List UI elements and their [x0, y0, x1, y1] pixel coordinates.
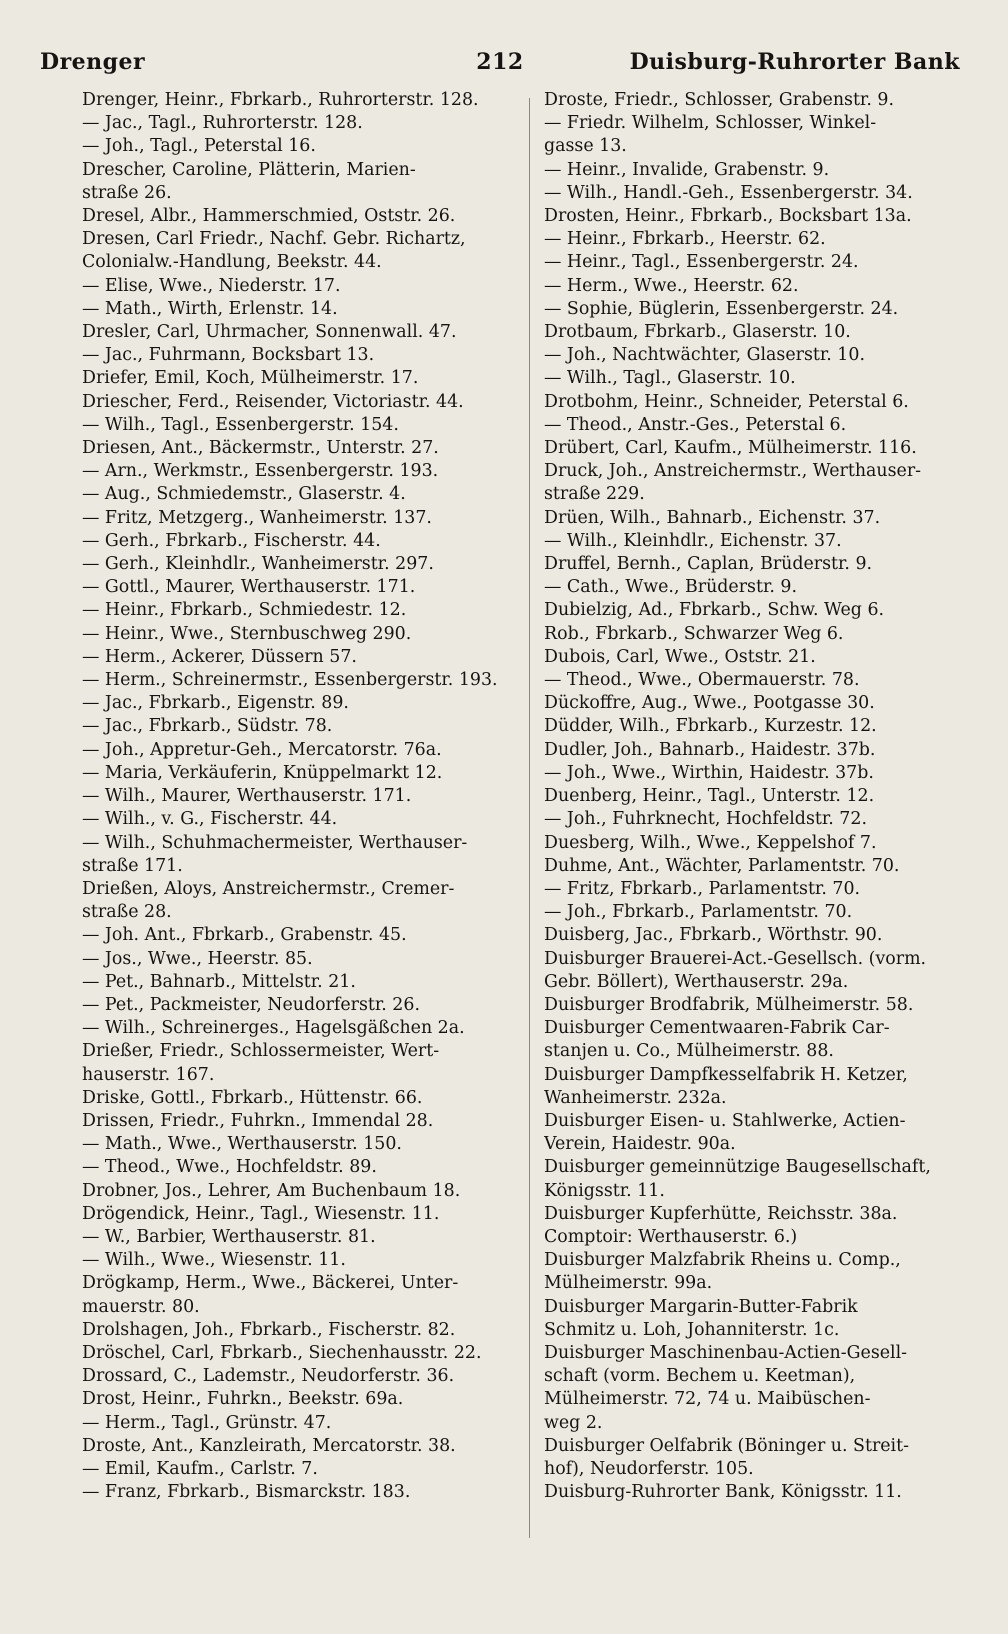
- directory-line: — Joh., Tagl., Peterstal 16.: [82, 136, 316, 157]
- directory-line: — Fritz, Metzgerg., Wanheimerstr. 137.: [82, 507, 432, 528]
- directory-line: Duisburger gemeinnützige Baugesellschaft,: [544, 1157, 931, 1178]
- directory-line: Comptoir: Werthauserstr. 6.): [544, 1226, 798, 1247]
- directory-line: — Heinr., Wwe., Sternbuschweg 290.: [82, 623, 412, 644]
- directory-line: — Wilh., Wwe., Wiesenstr. 11.: [82, 1250, 346, 1271]
- directory-line: Drübert, Carl, Kaufm., Mülheimerstr. 116.: [544, 438, 917, 459]
- directory-line: — Joh., Appretur-Geh., Mercatorstr. 76a.: [82, 739, 442, 760]
- left-column: [82, 89, 512, 1504]
- directory-line: Drögendick, Heinr., Tagl., Wiesenstr. 11.: [82, 1203, 440, 1224]
- directory-line: Drießen, Aloys, Anstreichermstr., Cremer-: [82, 878, 455, 899]
- directory-line: Drenger, Heinr., Fbrkarb., Ruhrorterstr. 128.: [82, 90, 479, 110]
- directory-line: Rob., Fbrkarb., Schwarzer Weg 6.: [544, 623, 844, 644]
- directory-line: Drießer, Friedr., Schlossermeister, Wert-: [82, 1041, 440, 1062]
- directory-line: — Theod., Wwe., Hochfeldstr. 89.: [82, 1157, 377, 1178]
- directory-line: — Wilh., Maurer, Werthauserstr. 171.: [82, 786, 412, 807]
- directory-line: Schmitz u. Loh, Johanniterstr. 1c.: [544, 1319, 840, 1340]
- directory-line: — Joh., Fbrkarb., Parlamentstr. 70.: [544, 902, 853, 923]
- directory-line: Drögkamp, Herm., Wwe., Bäckerei, Unter-: [82, 1273, 459, 1294]
- directory-line: stanjen u. Co., Mülheimerstr. 88.: [544, 1041, 834, 1062]
- directory-line: — Fritz, Fbrkarb., Parlamentstr. 70.: [544, 878, 861, 899]
- directory-line: hof), Neudorferstr. 105.: [544, 1458, 754, 1479]
- directory-line: Duisburg-Ruhrorter Bank, Königsstr. 11.: [544, 1482, 902, 1503]
- directory-line: Duisburger Oelfabrik (Böninger u. Streit-: [544, 1435, 909, 1456]
- directory-line: — Franz, Fbrkarb., Bismarckstr. 183.: [82, 1482, 411, 1503]
- directory-line: hauserstr. 167.: [82, 1064, 215, 1085]
- directory-line: straße 229.: [544, 484, 645, 505]
- directory-line: — Wilh., Schuhmachermeister, Werthauser-: [82, 832, 468, 853]
- directory-line: Duisberg, Jac., Fbrkarb., Wörthstr. 90.: [544, 925, 883, 946]
- directory-line: Driesen, Ant., Bäckermstr., Unterstr. 27.: [82, 438, 439, 459]
- directory-line: Gebr. Böllert), Werthauserstr. 29a.: [544, 971, 849, 992]
- directory-line: — Pet., Packmeister, Neudorferstr. 26.: [82, 994, 420, 1015]
- directory-line: Driescher, Ferd., Reisender, Victoriastr. 44.: [82, 391, 464, 412]
- directory-line: Dückoffre, Aug., Wwe., Pootgasse 30.: [544, 693, 875, 714]
- directory-line: — Heinr., Tagl., Essenbergerstr. 24.: [544, 252, 859, 273]
- directory-line: Duisburger Cementwaaren-Fabrik Car-: [544, 1018, 890, 1039]
- directory-line: — Wilh., v. G., Fischerstr. 44.: [82, 809, 338, 830]
- directory-line: — Herm., Ackerer, Düssern 57.: [82, 646, 357, 667]
- directory-line: Dubois, Carl, Wwe., Oststr. 21.: [544, 646, 816, 667]
- header-last-entry: Duisburg-Ruhrorter Bank: [629, 49, 960, 75]
- directory-line: Drotbaum, Fbrkarb., Glaserstr. 10.: [544, 322, 851, 343]
- directory-line: — Sophie, Büglerin, Essenbergerstr. 24.: [544, 298, 899, 319]
- directory-line: Driske, Gottl., Fbrkarb., Hüttenstr. 66.: [82, 1087, 423, 1108]
- directory-line: — Heinr., Invalide, Grabenstr. 9.: [544, 159, 830, 180]
- directory-line: Dudler, Joh., Bahnarb., Haidestr. 37b.: [544, 739, 876, 760]
- directory-line: — Aug., Schmiedemstr., Glaserstr. 4.: [82, 484, 406, 505]
- directory-line: schaft (vorm. Bechem u. Keetman),: [544, 1366, 856, 1387]
- directory-line: Droste, Ant., Kanzleirath, Mercatorstr. 38.: [82, 1435, 456, 1456]
- directory-line: Dröschel, Carl, Fbrkarb., Siechenhausstr. 22.: [82, 1342, 482, 1363]
- directory-line: — Gottl., Maurer, Werthauserstr. 171.: [82, 577, 416, 598]
- directory-line: Colonialw.-Handlung, Beekstr. 44.: [82, 252, 382, 273]
- directory-line: — Heinr., Fbrkarb., Heerstr. 62.: [544, 229, 826, 250]
- directory-line: — Math., Wwe., Werthauserstr. 150.: [82, 1134, 402, 1155]
- directory-line: — Gerh., Kleinhdlr., Wanheimerstr. 297.: [82, 554, 434, 575]
- directory-line: Duenberg, Heinr., Tagl., Unterstr. 12.: [544, 786, 875, 807]
- directory-line: Düdder, Wilh., Fbrkarb., Kurzestr. 12.: [544, 716, 877, 737]
- column-divider: [529, 98, 530, 1538]
- directory-line: Duisburger Margarin-Butter-Fabrik: [544, 1296, 858, 1317]
- directory-line: — Herm., Schreinermstr., Essenbergerstr. 193.: [82, 670, 498, 691]
- directory-line: — Jac., Fbrkarb., Südstr. 78.: [82, 716, 333, 737]
- page-header: [40, 44, 960, 80]
- directory-line: Driefer, Emil, Koch, Mülheimerstr. 17.: [82, 368, 419, 389]
- directory-line: — Joh. Ant., Fbrkarb., Grabenstr. 45.: [82, 925, 407, 946]
- directory-line: Dresel, Albr., Hammerschmied, Oststr. 26.: [82, 206, 456, 227]
- directory-line: — Theod., Wwe., Obermauerstr. 78.: [544, 670, 860, 691]
- directory-line: Dresler, Carl, Uhrmacher, Sonnenwall. 47.: [82, 322, 457, 343]
- page-number: 212: [476, 49, 524, 75]
- directory-line: Drost, Heinr., Fuhrkn., Beekstr. 69a.: [82, 1389, 404, 1410]
- directory-line: Duisburger Malzfabrik Rheins u. Comp.,: [544, 1250, 901, 1271]
- directory-line: Duisburger Dampfkesselfabrik H. Ketzer,: [544, 1064, 908, 1085]
- directory-line: Drossard, C., Lademstr., Neudorferstr. 36.: [82, 1366, 455, 1387]
- directory-line: — Jac., Fuhrmann, Bocksbart 13.: [82, 345, 375, 366]
- directory-line: — Jac., Tagl., Ruhrorterstr. 128.: [82, 113, 363, 134]
- header-first-entry: Drenger: [40, 49, 146, 75]
- directory-line: Mülheimerstr. 72, 74 u. Maibüschen-: [544, 1389, 871, 1410]
- directory-line: Duisburger Kupferhütte, Reichsstr. 38a.: [544, 1203, 898, 1224]
- directory-line: — Herm., Tagl., Grünstr. 47.: [82, 1412, 332, 1433]
- directory-line: mauerstr. 80.: [82, 1296, 200, 1317]
- directory-line: Wanheimerstr. 232a.: [544, 1087, 727, 1108]
- directory-line: Droste, Friedr., Schlosser, Grabenstr. 9.: [544, 90, 894, 110]
- directory-line: — Friedr. Wilhelm, Schlosser, Winkel-: [544, 113, 877, 134]
- directory-line: Dubielzig, Ad., Fbrkarb., Schw. Weg 6.: [544, 600, 885, 621]
- directory-line: — Theod., Anstr.-Ges., Peterstal 6.: [544, 414, 847, 435]
- directory-line: Druffel, Bernh., Caplan, Brüderstr. 9.: [544, 554, 873, 575]
- directory-line: — Heinr., Fbrkarb., Schmiedestr. 12.: [82, 600, 407, 621]
- directory-line: Drissen, Friedr., Fuhrkn., Immendal 28.: [82, 1110, 434, 1131]
- directory-line: straße 26.: [82, 182, 172, 203]
- directory-line: Drosten, Heinr., Fbrkarb., Bocksbart 13a.: [544, 206, 912, 227]
- directory-line: weg 2.: [544, 1412, 603, 1433]
- directory-line: Duisburger Eisen- u. Stahlwerke, Actien-: [544, 1110, 906, 1131]
- directory-line: — Pet., Bahnarb., Mittelstr. 21.: [82, 971, 356, 992]
- directory-line: — Jos., Wwe., Heerstr. 85.: [82, 948, 313, 969]
- directory-line: — W., Barbier, Werthauserstr. 81.: [82, 1226, 376, 1247]
- directory-line: — Wilh., Tagl., Essenbergerstr. 154.: [82, 414, 399, 435]
- directory-line: gasse 13.: [544, 136, 627, 157]
- directory-line: — Wilh., Handl.-Geh., Essenbergerstr. 34.: [544, 182, 913, 203]
- directory-line: Drolshagen, Joh., Fbrkarb., Fischerstr. 82.: [82, 1319, 456, 1340]
- directory-line: — Cath., Wwe., Brüderstr. 9.: [544, 577, 797, 598]
- directory-line: straße 171.: [82, 855, 183, 876]
- directory-line: — Joh., Nachtwächter, Glaserstr. 10.: [544, 345, 865, 366]
- directory-line: Duesberg, Wilh., Wwe., Keppelshof 7.: [544, 832, 877, 853]
- directory-line: — Arn., Werkmstr., Essenbergerstr. 193.: [82, 461, 439, 482]
- directory-line: — Wilh., Kleinhdlr., Eichenstr. 37.: [544, 530, 842, 551]
- right-column: [544, 89, 979, 1504]
- directory-line: — Joh., Wwe., Wirthin, Haidestr. 37b.: [544, 762, 874, 783]
- directory-line: — Emil, Kaufm., Carlstr. 7.: [82, 1458, 318, 1479]
- directory-line: Verein, Haidestr. 90a.: [544, 1134, 736, 1155]
- directory-line: — Herm., Wwe., Heerstr. 62.: [544, 275, 799, 296]
- directory-line: Duisburger Maschinenbau-Actien-Gesell-: [544, 1342, 908, 1363]
- directory-line: Drotbohm, Heinr., Schneider, Peterstal 6.: [544, 391, 909, 412]
- directory-line: Drescher, Caroline, Plätterin, Marien-: [82, 159, 416, 180]
- directory-line: — Jac., Fbrkarb., Eigenstr. 89.: [82, 693, 349, 714]
- directory-line: Dresen, Carl Friedr., Nachf. Gebr. Richartz,: [82, 229, 466, 250]
- directory-line: — Joh., Fuhrknecht, Hochfeldstr. 72.: [544, 809, 867, 830]
- directory-line: Drobner, Jos., Lehrer, Am Buchenbaum 18.: [82, 1180, 461, 1201]
- directory-line: straße 28.: [82, 902, 172, 923]
- directory-line: Druck, Joh., Anstreichermstr., Werthauser-: [544, 461, 922, 482]
- directory-line: Duhme, Ant., Wächter, Parlamentstr. 70.: [544, 855, 900, 876]
- directory-line: — Gerh., Fbrkarb., Fischerstr. 44.: [82, 530, 381, 551]
- directory-line: — Maria, Verkäuferin, Knüppelmarkt 12.: [82, 762, 443, 783]
- directory-line: Mülheimerstr. 99a.: [544, 1273, 713, 1294]
- directory-line: — Elise, Wwe., Niederstr. 17.: [82, 275, 341, 296]
- directory-line: — Wilh., Tagl., Glaserstr. 10.: [544, 368, 796, 389]
- directory-line: Drüen, Wilh., Bahnarb., Eichenstr. 37.: [544, 507, 881, 528]
- directory-line: Duisburger Brodfabrik, Mülheimerstr. 58.: [544, 994, 914, 1015]
- directory-line: Königsstr. 11.: [544, 1180, 665, 1201]
- directory-line: — Math., Wirth, Erlenstr. 14.: [82, 298, 338, 319]
- directory-line: — Wilh., Schreinerges., Hagelsgäßchen 2a.: [82, 1018, 465, 1039]
- directory-line: Duisburger Brauerei-Act.-Gesellsch. (vorm.: [544, 948, 927, 969]
